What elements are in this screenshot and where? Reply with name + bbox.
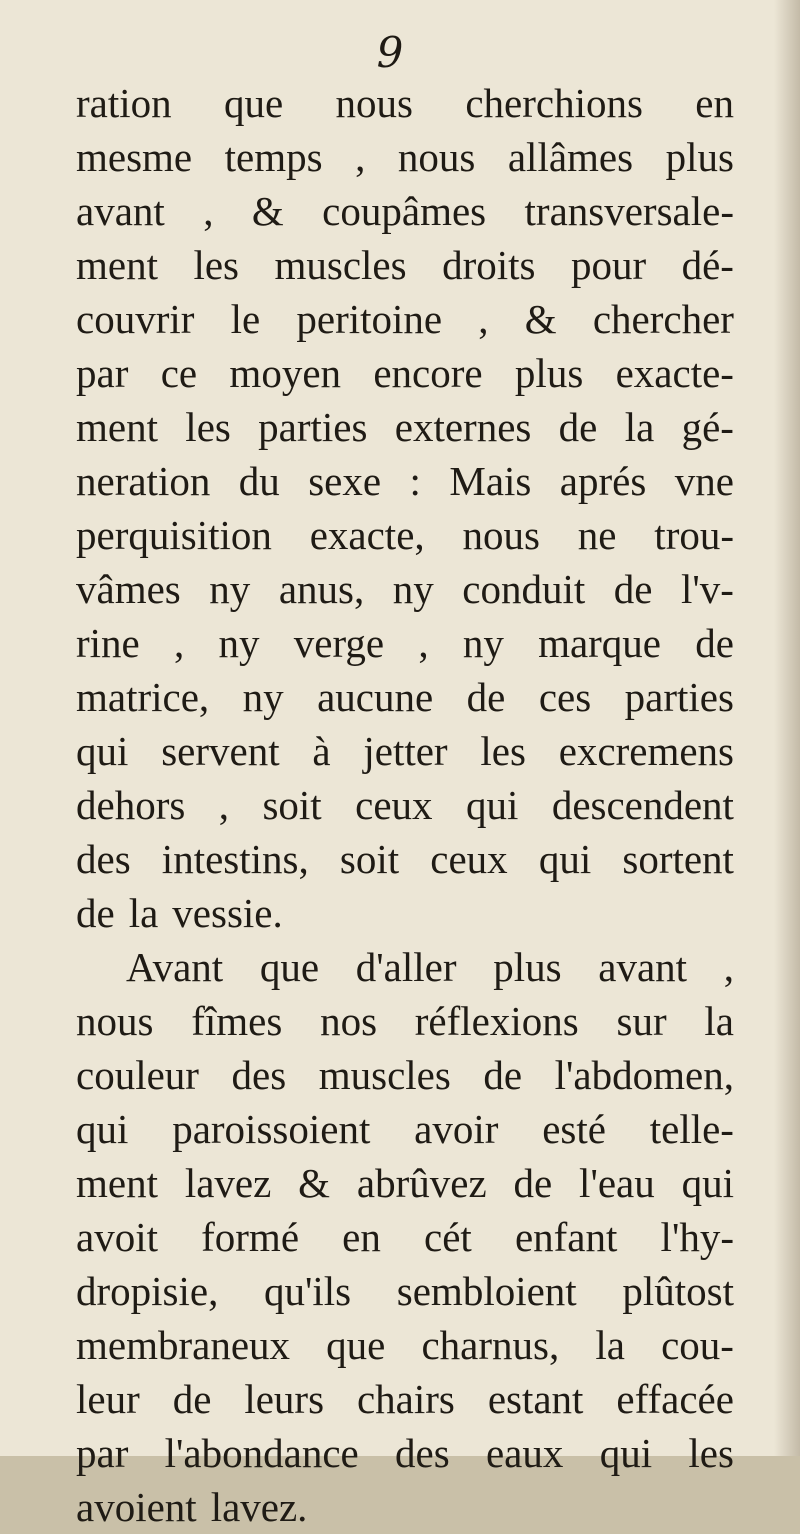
text-line: rine , ny verge , ny marque de xyxy=(76,620,734,666)
text-line: ration que nous cherchions en xyxy=(76,80,734,126)
text-line: couvrir le peritoine , & chercher xyxy=(76,296,734,342)
page-number: 9 xyxy=(376,28,404,77)
text-line: couleur des muscles de l'abdomen, xyxy=(76,1052,734,1098)
text-line: de la vessie. xyxy=(76,890,283,936)
page-gutter-shadow xyxy=(774,0,800,1456)
text-line: qui paroissoient avoir esté telle- xyxy=(76,1106,734,1152)
text-line: des intestins, soit ceux qui sortent xyxy=(76,836,734,882)
paragraph-1 xyxy=(76,76,734,940)
text-line: dehors , soit ceux qui descendent xyxy=(76,782,734,828)
text-line: neration du sexe : Mais aprés vne xyxy=(76,458,734,504)
body-text xyxy=(76,76,734,1534)
text-line: matrice, ny aucune de ces parties xyxy=(76,674,734,720)
text-line: leur de leurs chairs estant effacée xyxy=(76,1376,734,1422)
text-line: mesme temps , nous allâmes plus xyxy=(76,134,734,180)
text-line: par l'abondance des eaux qui les xyxy=(76,1430,734,1476)
text-line: ment les muscles droits pour dé- xyxy=(76,242,734,288)
text-line: avant , & coupâmes transversale- xyxy=(76,188,734,234)
text-line: avoit formé en cét enfant l'hy- xyxy=(76,1214,734,1260)
text-line: par ce moyen encore plus exacte- xyxy=(76,350,734,396)
paragraph-2 xyxy=(76,940,734,1534)
text-line: membraneux que charnus, la cou- xyxy=(76,1322,734,1368)
text-line: nous fîmes nos réflexions sur la xyxy=(76,998,734,1044)
text-line: vâmes ny anus, ny conduit de l'v- xyxy=(76,566,734,612)
text-line: dropisie, qu'ils sembloient plûtost xyxy=(76,1268,734,1314)
text-line: ment lavez & abrûvez de l'eau qui xyxy=(76,1160,734,1206)
text-line: avoient lavez. xyxy=(76,1484,308,1530)
text-line: perquisition exacte, nous ne trou- xyxy=(76,512,734,558)
text-line: ment les parties externes de la gé- xyxy=(76,404,734,450)
text-line: qui servent à jetter les excremens xyxy=(76,728,734,774)
text-line: Avant que d'aller plus avant , xyxy=(126,944,734,990)
